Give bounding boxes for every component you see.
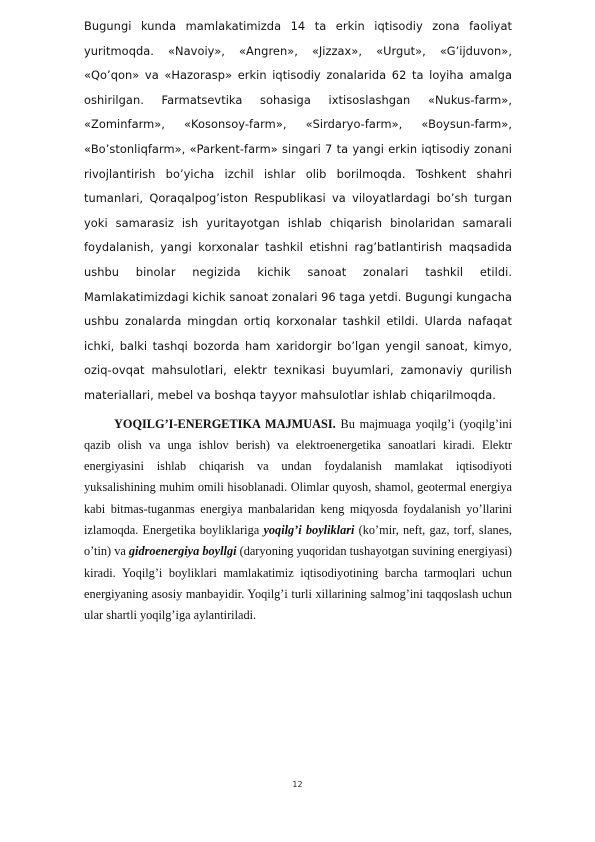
paragraph-text-part-2: (ko’mir, neft, gaz, torf, slanes, o’tin) va	[84, 522, 512, 559]
page-body	[84, 14, 512, 626]
paragraph-text-part-1: Bu majmuaga yoqilg’i (yoqilg’ini qazib olish va unga ishlov berish) va elektroenergetika sanoatlari kiradi. Elektr energiyasini ishlab chiqarish va undan foydalanish mamlakat iqtisodiyoti yuksalishining muhim omili hisoblanadi. Olimlar quyosh, shamol, geotermal energiya kabi bitmas-tuganmas energiya manbalaridan keng miqyosda foydalanish yo’llarini izlamoqda. Energetika boyliklariga	[84, 416, 512, 537]
term-hydro-energy: gidroenergiya boyllgi	[128, 544, 237, 559]
paragraph-economic-zones: Bugungi kunda mamlakatimizda 14 ta erkin iqtisodiy zona faoliyat yuritmoqda. «Navoiy», «Angren», «Jizzax», «Urgut», «G’ijduvon», «Qo’qon» va «Hazorasp» erkin iqtisodiy zonalarida 62 ta loyiha amalga oshirilgan. Farmatsevtika sohasiga ixtisoslashgan «Nukus-farm», «Zominfarm», «Kosonsoy-farm», «Sirdaryo-farm», «Boysun-farm», «Bo’stonliqfarm», «Parkent-farm» singari 7 ta yangi erkin iqtisodiy zonani rivojlantirish bo’yicha izchil ishlar olib borilmoqda. Toshkent shahri tumanlari, Qoraqalpog’iston Respublikasi va viloyatlardagi bo’sh turgan yoki samarasiz ish yuritayotgan ishlab chiqarish binolaridan samarali foydalanish, yangi korxonalar tashkil etishni rag’batlantirish maqsadida ushbu binolar negizida kichik sanoat zonalari tashkil etildi. Mamlakatimizdagi kichik sanoat zonalari 96 taga yetdi. Bugungi kungacha ushbu zonalarda mingdan ortiq korxonalar tashkil etildi. Ularda nafaqat ichki, balki tashqi bozorda ham xaridorgir bo’lgan yengil sanoat, kimyo, oziq-ovqat mahsulotlari, elektr texnikasi buyumlari, zamonaviy qurilish materiallari, mebel va boshqa tayyor mahsulotlar ishlab chiqarilmoqda.	[84, 19, 512, 402]
paragraph-text-part-3: (daryoning yuqoridan tushayotgan suvining energiyasi) kiradi. Yoqilg’i boyliklari mamlakatimiz iqtisodiyotining barcha tarmoqlari uchun energiyaning asosiy manbayidir. Yoqilg’i turli xillarining salmog’ini taqqoslash uchun ular shartli yoqilg’iga aylantiriladi.	[84, 544, 512, 623]
term-fuel-resources: yoqilg’i boyliklari	[263, 522, 355, 537]
paragraph-fuel-energy	[84, 414, 512, 627]
section-heading: YOQILG’I-ENERGETIKA MAJMUASI.	[114, 416, 336, 431]
page-number: 12	[292, 780, 303, 789]
